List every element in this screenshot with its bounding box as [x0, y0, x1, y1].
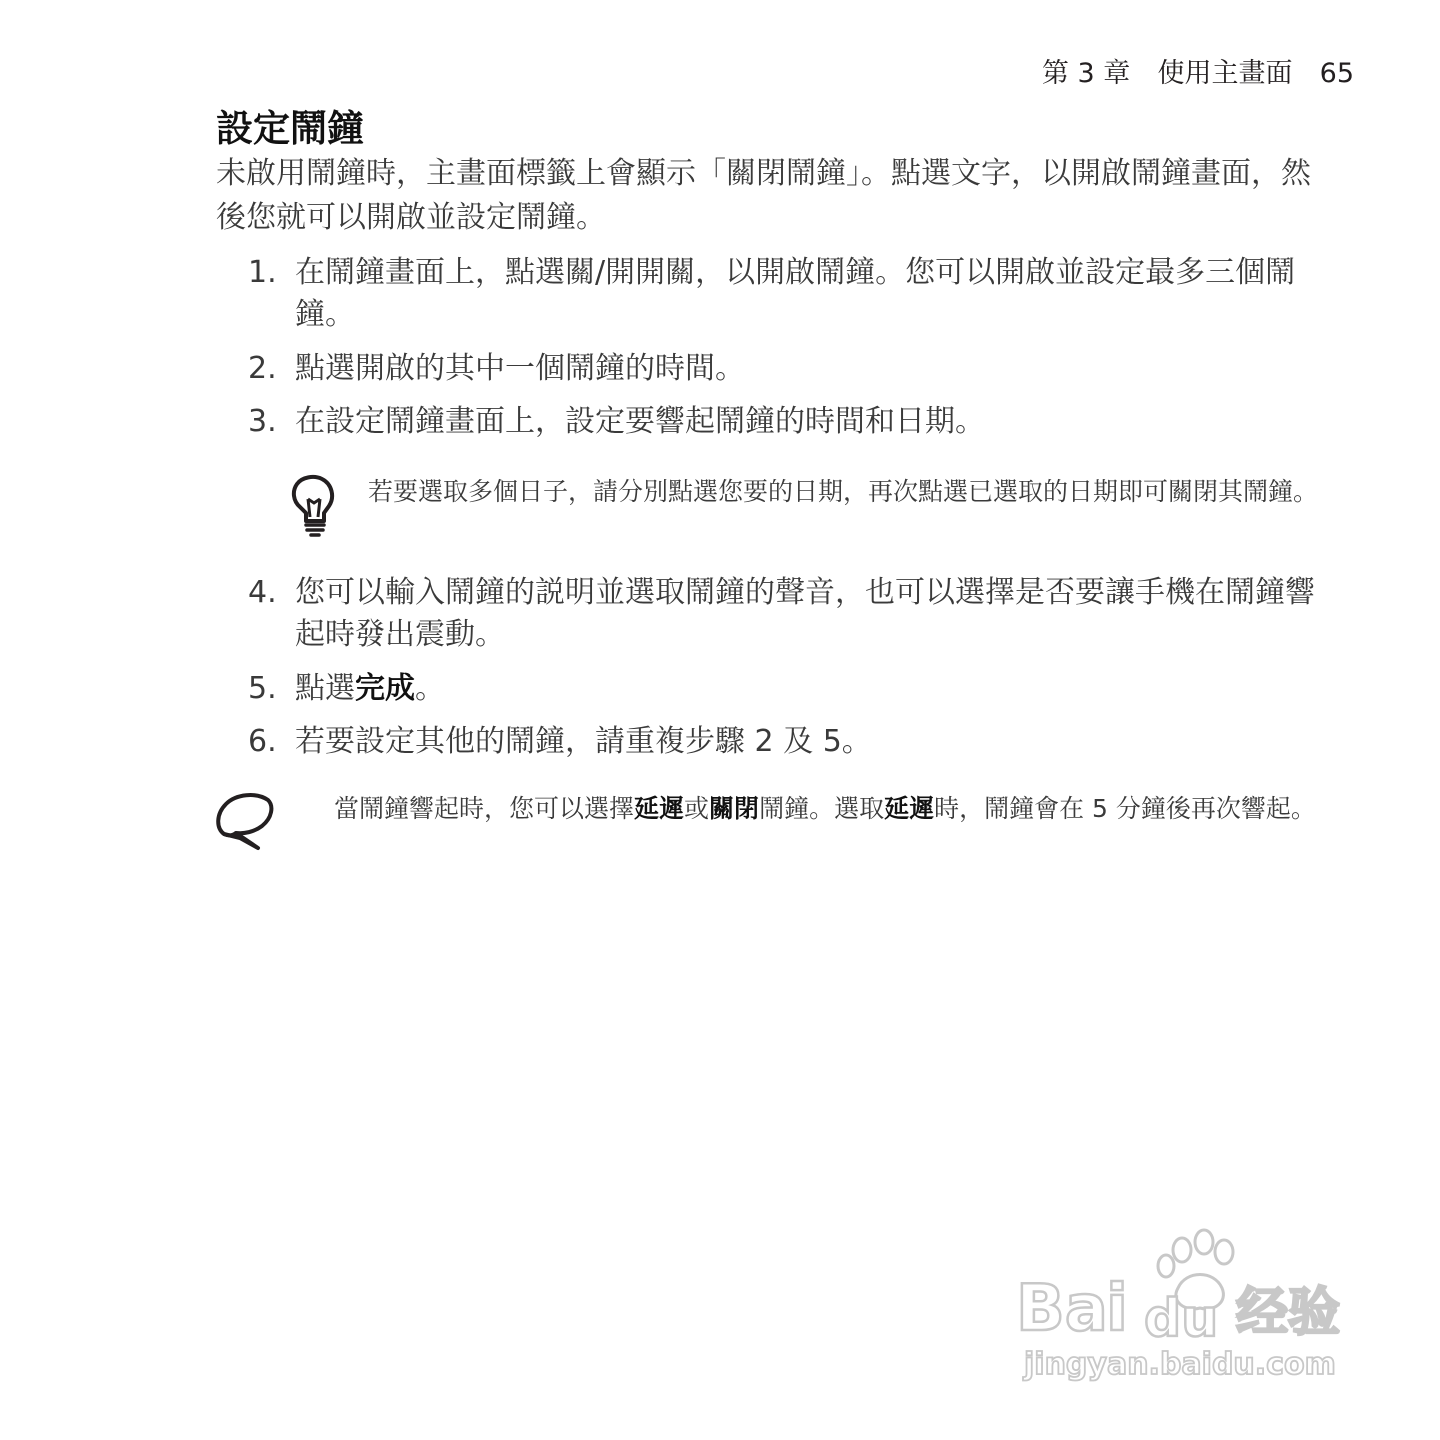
page-header [1042, 56, 1354, 92]
done-label: 完成 [355, 671, 415, 706]
watermark-brand-cn: 经验 [1236, 1283, 1341, 1343]
step-text: 點選開啟的其中一個鬧鐘的時間。 [295, 351, 745, 386]
step-5 [248, 668, 1338, 710]
watermark-brand-2: du [1144, 1289, 1219, 1349]
step-number: 4. [248, 575, 277, 610]
step-number: 1. [248, 255, 277, 290]
step-text: 在設定鬧鐘畫面上，設定要響起鬧鐘的時間和日期。 [295, 404, 985, 439]
lightbulb-icon [290, 473, 368, 549]
step-4 [248, 572, 1338, 656]
tip-text: 若要選取多個日子，請分別點選您要的日期，再次點選已選取的日期即可關閉其鬧鐘。 [368, 477, 1319, 506]
section-title: 設定鬧鐘 [216, 107, 364, 150]
step-text: 若要設定其他的鬧鐘，請重複步驟 2 及 5。 [295, 724, 872, 759]
step-text: 點選完成。 [295, 671, 445, 706]
note-box [214, 790, 1324, 862]
step-number: 6. [248, 724, 277, 759]
step-text: 在鬧鐘畫面上，點選關/開開關，以開啟鬧鐘。您可以開啟並設定最多三個鬧鐘。 [295, 255, 1296, 332]
step-number: 2. [248, 351, 277, 386]
chapter-label: 第 3 章 [1041, 58, 1131, 89]
page-number: 65 [1319, 58, 1354, 89]
speech-bubble-icon [214, 790, 334, 862]
step-text: 您可以輸入鬧鐘的説明並選取鬧鐘的聲音，也可以選擇是否要讓手機在鬧鐘響起時發出震動。 [295, 575, 1315, 652]
baidu-watermark [1010, 1228, 1370, 1398]
intro-paragraph: 未啟用鬧鐘時，主畫面標籤上會顯示「關閉鬧鐘」。點選文字，以開啟鬧鐘畫面，然後您就可以開啟並設定鬧鐘。 [216, 156, 1311, 235]
step-1 [248, 252, 1338, 336]
step-number: 5. [248, 671, 277, 706]
step-3 [248, 401, 1338, 443]
watermark-brand-1: Ba [1016, 1272, 1108, 1346]
svg-text:i: i [1106, 1272, 1128, 1346]
tip-box [290, 473, 1320, 549]
note-text: 當鬧鐘響起時，您可以選擇延遲或關閉鬧鐘。選取延遲時，鬧鐘會在 5 分鐘後再次響起。 [334, 794, 1316, 823]
step-2 [248, 348, 1338, 390]
watermark-url: jingyan.baidu.com [1024, 1347, 1336, 1382]
chapter-title: 使用主畫面 [1157, 58, 1293, 89]
step-number: 3. [248, 404, 277, 439]
step-6 [248, 721, 1338, 763]
